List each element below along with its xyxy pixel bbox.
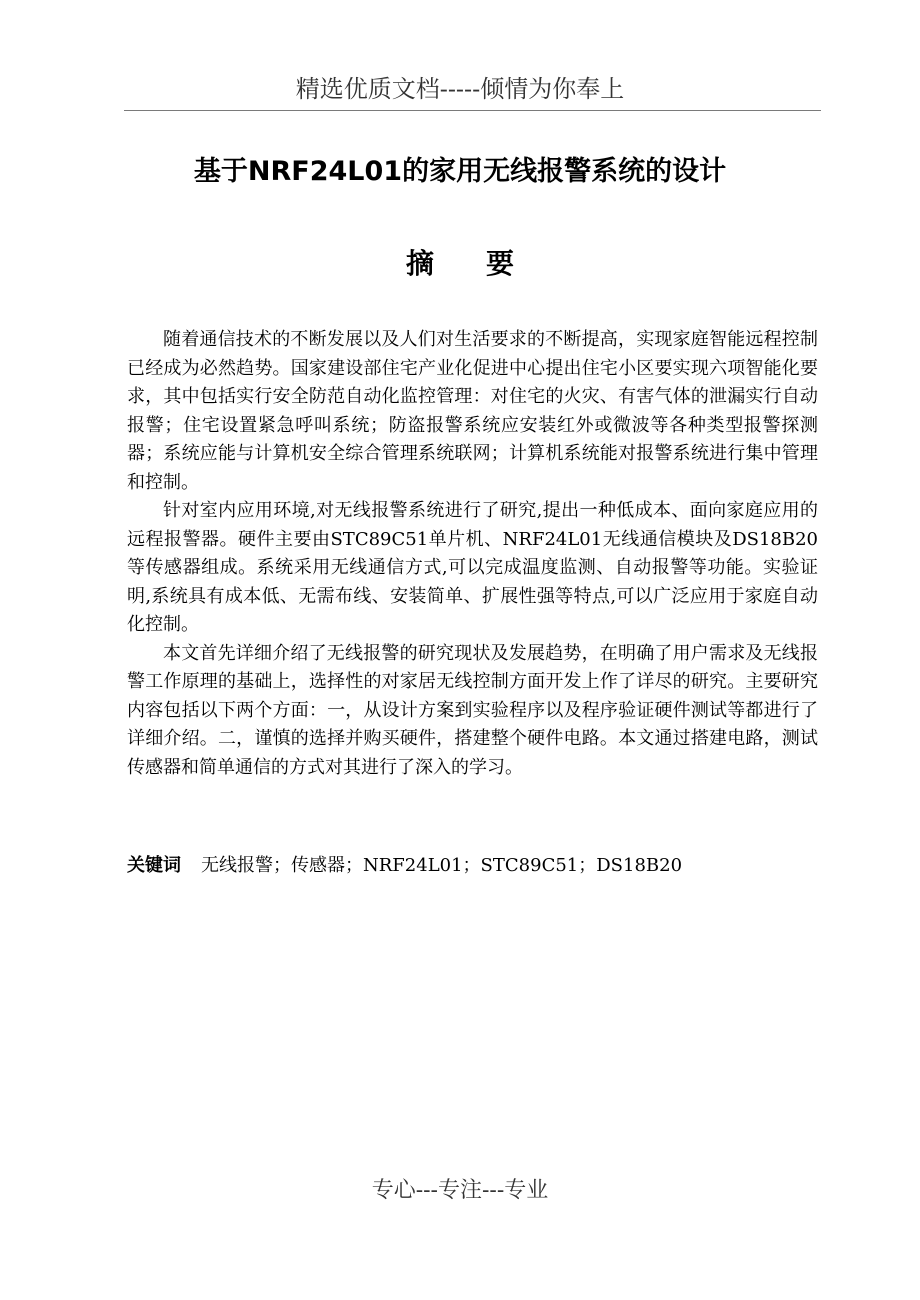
abstract-paragraph: 本文首先详细介绍了无线报警的研究现状及发展趋势，在明确了用户需求及无线报警工作原理的基础上，选择性的对家居无线控制方面开发上作了详尽的研究。主要研究内容包括以下两个方面：一，从设计方案到实验程序以及程序验证硬件测试等都进行了详细介绍。二，谨慎的选择并购买硬件，搭建整个硬件电路。本文通过搭建电路，测试传感器和简单通信的方式对其进行了深入的学习。 xyxy=(127,642,818,778)
keywords-label: 关键词 xyxy=(127,855,181,876)
abstract-paragraph: 随着通信技术的不断发展以及人们对生活要求的不断提高，实现家庭智能远程控制已经成为必然趋势。国家建设部住宅产业化促进中心提出住宅小区要实现六项智能化要求，其中包括实行安全防范自动化监控管理：对住宅的火灾、有害气体的泄漏实行自动报警；住宅设置紧急呼叫系统；防盗报警系统应安装红外或微波等各种类型报警探测器；系统应能与计算机安全综合管理系统联网；计算机系统能对报警系统进行集中管理和控制。 xyxy=(127,329,818,493)
page-footer: 专心---专注---专业 xyxy=(371,1178,549,1203)
abstract-body xyxy=(127,326,818,782)
header-divider xyxy=(124,110,821,111)
keywords-list: 无线报警；传感器；NRF24L01；STC89C51；DS18B20 xyxy=(201,855,683,876)
document-title: 基于NRF24L01的家用无线报警系统的设计 xyxy=(193,156,727,187)
keywords-line xyxy=(127,851,818,881)
page-header: 精选优质文档-----倾情为你奉上 xyxy=(295,75,625,103)
abstract-heading: 摘要 xyxy=(405,247,566,280)
abstract-paragraph: 针对室内应用环境,对无线报警系统进行了研究,提出一种低成本、面向家庭应用的远程报警器。硬件主要由STC89C51单片机、NRF24L01无线通信模块及DS18B20等传感器组成。系统采用无线通信方式,可以完成温度监测、自动报警等功能。实验证明,系统具有成本低、无需布线、安装简单、扩展性强等特点,可以广泛应用于家庭自动化控制。 xyxy=(127,500,818,635)
